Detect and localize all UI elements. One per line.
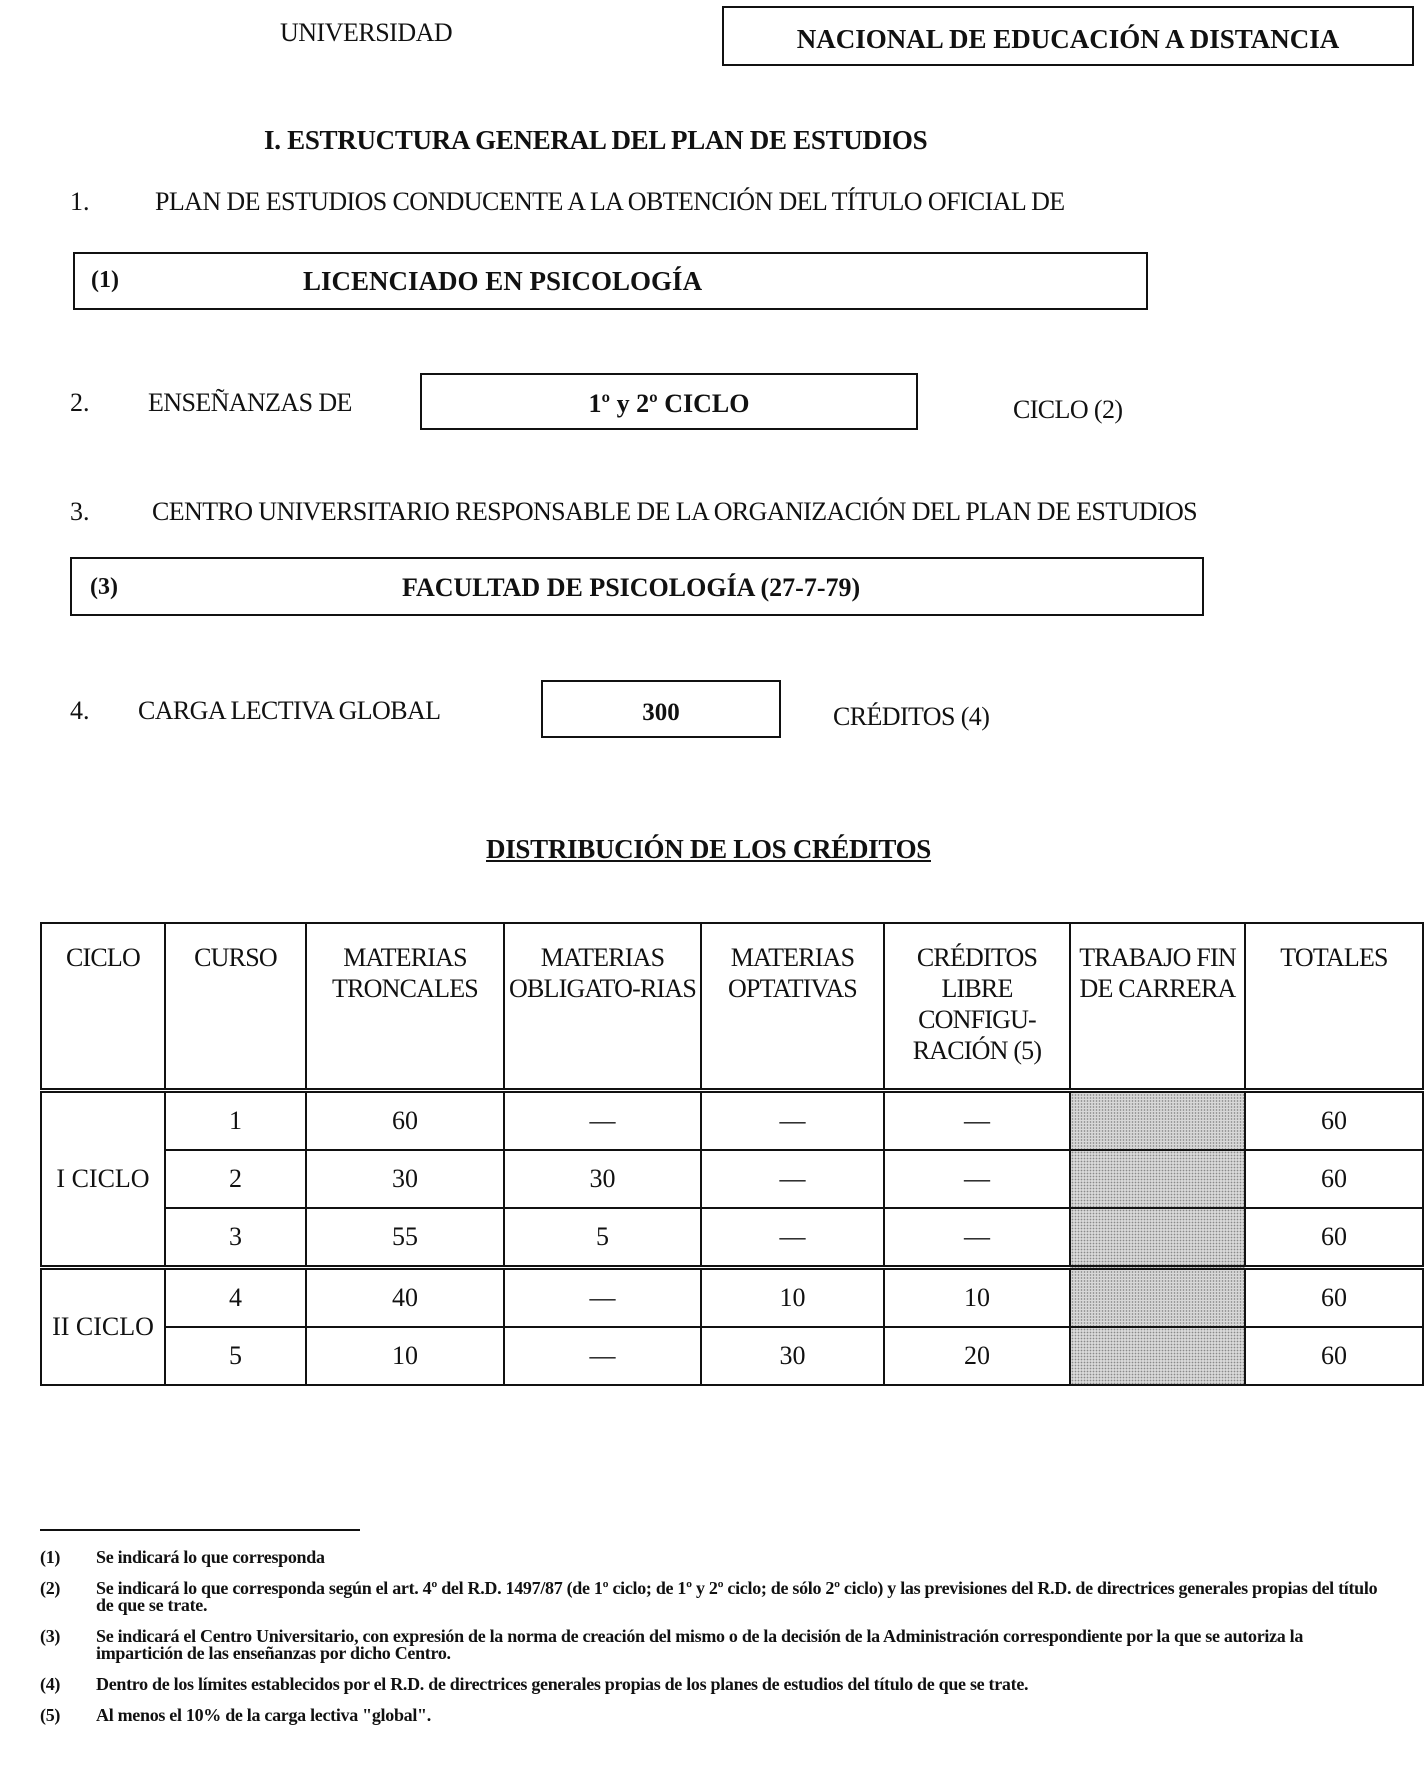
footnotes [40,1549,1380,1738]
footnote-text: Dentro de los límites establecidos por el R.D. de directrices generales propias de los planes de estudios del título de que se trate. [96,1674,1029,1694]
footnote [40,1676,1380,1693]
footnote-number: (3) [40,1626,61,1646]
footnote-divider [40,1529,360,1531]
distribution-title: DISTRIBUCIÓN DE LOS CRÉDITOS [486,834,931,864]
cycle-box [420,373,918,430]
item2-suffix: CICLO (2) [1013,395,1123,424]
optativas-cell: — [701,1091,884,1151]
optativas-cell: 30 [701,1327,884,1385]
header-totales: TOTALES [1245,923,1423,1091]
degree-title-ref: (1) [91,267,119,293]
shaded-cell [1070,1208,1245,1268]
header-ciclo: CICLO [41,923,165,1091]
footnote-text: Se indicará el Centro Universitario, con expresión de la norma de creación del mismo o de la decisión de la Administración correspondiente por la que se autoriza la impartición de las enseñanzas por dicho Centro. [96,1626,1304,1663]
totales-cell: 60 [1245,1091,1423,1151]
footnote-number: (5) [40,1705,61,1725]
ciclo-cell: II CICLO [41,1268,165,1386]
footnote [40,1707,1380,1724]
degree-title-box [73,252,1148,310]
troncales-cell: 30 [306,1150,504,1208]
section-title: I. ESTRUCTURA GENERAL DEL PLAN DE ESTUDIOS [264,125,928,155]
obligatorias-cell: — [504,1327,701,1385]
degree-title-value: LICENCIADO EN PSICOLOGÍA [303,266,703,296]
footnote-number: (2) [40,1578,61,1598]
table-row [41,1268,1423,1328]
university-name-box [722,6,1414,66]
curso-cell: 2 [165,1150,306,1208]
curso-cell: 1 [165,1091,306,1151]
header-libre-configuracion: CRÉDITOS LIBRE CONFIGU-RACIÓN (5) [884,923,1070,1091]
footnote-text: Se indicará lo que corresponda [96,1547,325,1567]
obligatorias-cell: 30 [504,1150,701,1208]
center-value: FACULTAD DE PSICOLOGÍA (27-7-79) [402,573,861,602]
item3-label: CENTRO UNIVERSITARIO RESPONSABLE DE LA ORGANIZACIÓN DEL PLAN DE ESTUDIOS [152,497,1198,526]
troncales-cell: 60 [306,1091,504,1151]
shaded-cell [1070,1091,1245,1151]
global-load-box [541,680,781,738]
item1-number: 1. [70,187,90,216]
table-row [41,1208,1423,1268]
credits-distribution-table [40,922,1424,1386]
libre-cell: 20 [884,1327,1070,1385]
curso-cell: 4 [165,1268,306,1328]
optativas-cell: — [701,1150,884,1208]
troncales-cell: 40 [306,1268,504,1328]
item2-number: 2. [70,388,90,417]
university-name: NACIONAL DE EDUCACIÓN A DISTANCIA [796,24,1340,54]
university-label: UNIVERSIDAD [280,18,453,47]
header-obligatorias: MATERIAS OBLIGATO-RIAS [504,923,701,1091]
footnote-number: (4) [40,1674,61,1694]
obligatorias-cell: — [504,1091,701,1151]
troncales-cell: 55 [306,1208,504,1268]
center-ref: (3) [90,574,118,600]
footnote-text: Al menos el 10% de la carga lectiva "global". [96,1705,431,1725]
table-row [41,1327,1423,1385]
optativas-cell: 10 [701,1268,884,1328]
troncales-cell: 10 [306,1327,504,1385]
shaded-cell [1070,1327,1245,1385]
shaded-cell [1070,1150,1245,1208]
header-trabajo-fin-carrera: TRABAJO FIN DE CARRERA [1070,923,1245,1091]
footnote [40,1628,1380,1662]
header-troncales: MATERIAS TRONCALES [306,923,504,1091]
obligatorias-cell: 5 [504,1208,701,1268]
item4-suffix: CRÉDITOS (4) [833,702,990,731]
header-optativas: MATERIAS OPTATIVAS [701,923,884,1091]
obligatorias-cell: — [504,1268,701,1328]
header-curso: CURSO [165,923,306,1091]
item1-label: PLAN DE ESTUDIOS CONDUCENTE A LA OBTENCIÓN DEL TÍTULO OFICIAL DE [155,187,1065,216]
curso-cell: 5 [165,1327,306,1385]
table-row [41,1091,1423,1151]
footnote-text: Se indicará lo que corresponda según el art. 4º del R.D. 1497/87 (de 1º ciclo; de 1º y 2º ciclo; de sólo 2º ciclo) y las previsiones del R.D. de directrices generales propias del título de que se trate. [96,1578,1378,1615]
totales-cell: 60 [1245,1327,1423,1385]
ciclo-cell: I CICLO [41,1091,165,1268]
libre-cell: — [884,1091,1070,1151]
table-row [41,1150,1423,1208]
item4-label: CARGA LECTIVA GLOBAL [138,696,441,725]
item4-number: 4. [70,696,90,725]
libre-cell: — [884,1208,1070,1268]
curso-cell: 3 [165,1208,306,1268]
center-box [70,557,1204,616]
optativas-cell: — [701,1208,884,1268]
global-load-value: 300 [642,699,680,726]
item3-number: 3. [70,497,90,526]
totales-cell: 60 [1245,1268,1423,1328]
footnote [40,1549,1380,1566]
footnote [40,1580,1380,1614]
totales-cell: 60 [1245,1150,1423,1208]
totales-cell: 60 [1245,1208,1423,1268]
shaded-cell [1070,1268,1245,1328]
footnote-number: (1) [40,1547,61,1567]
table-header-row [41,923,1423,1091]
cycle-value: 1º y 2º CICLO [588,389,750,418]
item2-label: ENSEÑANZAS DE [148,388,352,417]
libre-cell: 10 [884,1268,1070,1328]
libre-cell: — [884,1150,1070,1208]
